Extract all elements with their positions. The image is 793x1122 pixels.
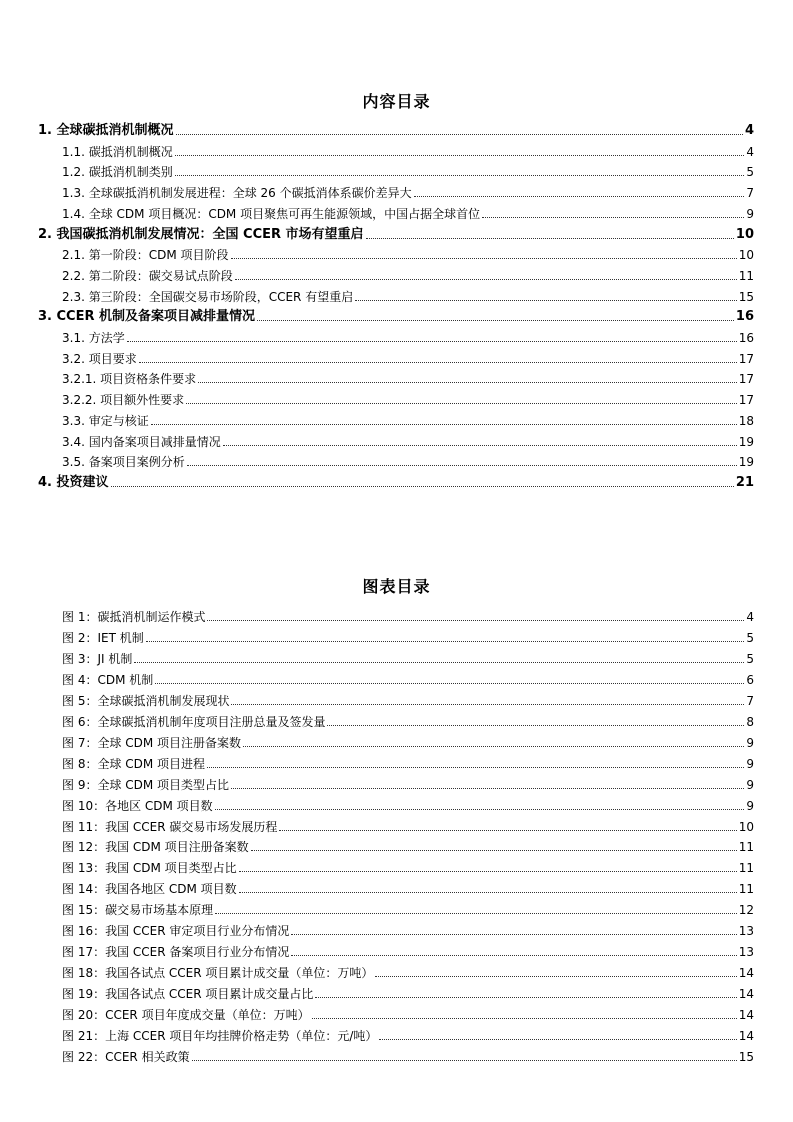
dot-leader: [207, 754, 744, 768]
figure-entry[interactable]: [62, 691, 754, 711]
entry-label: 图 8：全球 CDM 项目进程: [62, 756, 206, 771]
toc-entry[interactable]: [62, 390, 754, 410]
entry-page-number: 11: [738, 882, 754, 897]
figure-entry[interactable]: [62, 900, 754, 920]
toc-entry[interactable]: [62, 349, 754, 369]
entry-label: 图 11：我国 CCER 碳交易市场发展历程: [62, 819, 278, 834]
entry-label: 图 22：CCER 相关政策: [62, 1049, 190, 1064]
entry-label: 图 13：我国 CDM 项目类型占比: [62, 861, 237, 876]
entry-page-number: 14: [738, 1008, 754, 1023]
entry-page-number: 17: [738, 393, 754, 408]
entry-label: 1. 全球碳抵消机制概况: [38, 123, 174, 138]
figure-entry[interactable]: [62, 858, 754, 878]
dot-leader: [414, 183, 745, 197]
dot-leader: [207, 607, 744, 621]
figure-entry[interactable]: [62, 963, 754, 983]
entry-label: 3.3. 审定与核证: [62, 413, 149, 428]
entry-label: 1.4. 全球 CDM 项目概况：CDM 项目聚焦可再生能源领域，中国占据全球首位: [62, 206, 481, 221]
figure-entry[interactable]: [62, 1047, 754, 1067]
entry-page-number: 9: [746, 206, 754, 221]
entry-label: 3.2.1. 项目资格条件要求: [62, 372, 197, 387]
entry-page-number: 9: [746, 798, 754, 813]
toc-entry[interactable]: [62, 266, 754, 286]
entry-page-number: 8: [746, 714, 754, 729]
dot-leader: [187, 452, 737, 466]
dot-leader: [231, 775, 744, 789]
entry-label: 图 15：碳交易市场基本原理: [62, 903, 214, 918]
dot-leader: [155, 670, 744, 684]
entry-label: 2.1. 第一阶段：CDM 项目阶段: [62, 248, 229, 263]
dot-leader: [235, 266, 737, 280]
toc-entry[interactable]: [62, 245, 754, 265]
dot-leader: [257, 307, 734, 321]
figure-entry[interactable]: [62, 1005, 754, 1025]
entry-page-number: 9: [746, 735, 754, 750]
dot-leader: [139, 349, 737, 363]
entry-page-number: 13: [738, 924, 754, 939]
entry-label: 1.3. 全球碳抵消机制发展进程：全球 26 个碳抵消体系碳价差异大: [62, 186, 412, 201]
figure-entry[interactable]: [62, 733, 754, 753]
dot-leader: [375, 963, 736, 977]
entry-page-number: 18: [738, 413, 754, 428]
dot-leader: [366, 225, 734, 239]
entry-page-number: 4: [744, 123, 754, 138]
figure-entry[interactable]: [62, 984, 754, 1004]
entry-label: 图 12：我国 CDM 项目注册备案数: [62, 840, 249, 855]
dot-leader: [291, 942, 736, 956]
entry-page-number: 9: [746, 756, 754, 771]
toc-entry[interactable]: [38, 473, 754, 493]
figure-entry[interactable]: [62, 837, 754, 857]
entry-page-number: 5: [746, 630, 754, 645]
entry-page-number: 15: [738, 289, 754, 304]
figure-entry[interactable]: [62, 649, 754, 669]
dot-leader: [223, 432, 737, 446]
dot-leader: [127, 328, 737, 342]
entry-label: 图 6：全球碳抵消机制年度项目注册总量及签发量: [62, 714, 326, 729]
entry-label: 2. 我国碳抵消机制发展情况：全国 CCER 市场有望重启: [38, 226, 364, 242]
figure-entry[interactable]: [62, 942, 754, 962]
entry-label: 图 21：上海 CCER 项目年均挂牌价格走势（单位：元/吨）: [62, 1029, 378, 1043]
entry-page-number: 14: [738, 966, 754, 981]
entry-page-number: 11: [738, 268, 754, 283]
figure-entry[interactable]: [62, 670, 754, 690]
toc-entry[interactable]: [62, 142, 754, 162]
entry-label: 图 19：我国各试点 CCER 项目累计成交量占比: [62, 987, 314, 1002]
dot-leader: [291, 921, 736, 935]
entry-page-number: 19: [738, 434, 754, 449]
entry-page-number: 9: [746, 777, 754, 792]
entry-label: 图 2：IET 机制: [62, 630, 144, 645]
dot-leader: [198, 369, 737, 383]
entry-label: 2.3. 第三阶段：全国碳交易市场阶段，CCER 有望重启: [62, 289, 354, 304]
toc-entry[interactable]: [62, 369, 754, 389]
entry-label: 3.2.2. 项目额外性要求: [62, 393, 185, 408]
toc-title: 内容目录: [362, 92, 431, 111]
toc-entry[interactable]: [38, 307, 754, 327]
entry-page-number: 4: [746, 610, 754, 624]
entry-page-number: 7: [746, 693, 754, 708]
dot-leader: [111, 473, 734, 487]
dot-leader: [327, 712, 744, 726]
dot-leader: [186, 390, 737, 404]
dot-leader: [231, 691, 744, 705]
entry-page-number: 4: [746, 144, 754, 159]
entry-label: 图 3：JI 机制: [62, 651, 133, 666]
entry-label: 1.2. 碳抵消机制类别: [62, 165, 173, 180]
entry-page-number: 10: [738, 819, 754, 834]
toc-entry[interactable]: [62, 162, 754, 182]
entry-page-number: 7: [746, 186, 754, 201]
entry-page-number: 16: [738, 331, 754, 345]
toc-entry[interactable]: [62, 287, 754, 307]
figure-entry[interactable]: [62, 817, 754, 837]
entry-page-number: 15: [738, 1049, 754, 1064]
toc-entry[interactable]: [62, 204, 754, 224]
dot-leader: [231, 245, 737, 259]
entry-label: 图 10：各地区 CDM 项目数: [62, 798, 213, 813]
dot-leader: [355, 287, 737, 301]
entry-label: 图 1：碳抵消机制运作模式: [62, 610, 206, 624]
entry-page-number: 21: [735, 474, 754, 490]
entry-label: 图 16：我国 CCER 审定项目行业分布情况: [62, 924, 290, 939]
entry-label: 4. 投资建议: [38, 474, 109, 490]
toc-entry[interactable]: [62, 411, 754, 431]
entry-page-number: 6: [746, 672, 754, 687]
dot-leader: [251, 837, 737, 851]
figure-entry[interactable]: [62, 628, 754, 648]
entry-label: 图 9：全球 CDM 项目类型占比: [62, 777, 230, 792]
entry-label: 3.5. 备案项目案例分析: [62, 455, 185, 470]
entry-label: 图 17：我国 CCER 备案项目行业分布情况: [62, 945, 290, 960]
entry-page-number: 17: [738, 372, 754, 387]
entry-label: 3.2. 项目要求: [62, 351, 137, 366]
toc-entry[interactable]: [62, 328, 754, 348]
figure-entry[interactable]: [62, 754, 754, 774]
figure-entry[interactable]: [62, 796, 754, 816]
entry-label: 3.1. 方法学: [62, 331, 125, 345]
toc-entry[interactable]: [38, 225, 754, 245]
figure-entry[interactable]: [62, 607, 754, 627]
entry-label: 3. CCER 机制及备案项目减排量情况: [38, 309, 256, 325]
entry-label: 3.4. 国内备案项目减排量情况: [62, 434, 221, 449]
dot-leader: [239, 858, 737, 872]
entry-label: 1.1. 碳抵消机制概况: [62, 144, 173, 159]
figure-list-title: 图表目录: [362, 577, 431, 596]
entry-page-number: 5: [746, 165, 754, 180]
dot-leader: [215, 796, 745, 810]
dot-leader: [315, 984, 736, 998]
entry-page-number: 14: [738, 987, 754, 1002]
figure-entry[interactable]: [62, 921, 754, 941]
entry-label: 图 14：我国各地区 CDM 项目数: [62, 882, 237, 897]
dot-leader: [151, 411, 737, 425]
dot-leader: [482, 204, 744, 218]
entry-page-number: 11: [738, 861, 754, 876]
toc-entry[interactable]: [38, 121, 754, 141]
entry-page-number: 10: [735, 226, 754, 242]
dot-leader: [175, 142, 745, 156]
entry-page-number: 19: [738, 455, 754, 470]
dot-leader: [243, 733, 744, 747]
dot-leader: [192, 1047, 737, 1061]
entry-label: 图 20：CCER 项目年度成交量（单位：万吨）: [62, 1008, 310, 1023]
entry-page-number: 12: [738, 903, 754, 918]
dot-leader: [134, 649, 744, 663]
toc-entry[interactable]: [62, 432, 754, 452]
figure-entry[interactable]: [62, 879, 754, 899]
entry-page-number: 16: [735, 309, 754, 325]
entry-label: 图 18：我国各试点 CCER 项目累计成交量（单位：万吨）: [62, 966, 374, 981]
entry-label: 图 5：全球碳抵消机制发展现状: [62, 693, 230, 708]
dot-leader: [279, 817, 736, 831]
dot-leader: [312, 1005, 737, 1019]
entry-label: 图 4：CDM 机制: [62, 672, 154, 687]
entry-page-number: 13: [738, 945, 754, 960]
dot-leader: [176, 121, 743, 135]
dot-leader: [379, 1026, 736, 1040]
figure-entry[interactable]: [62, 775, 754, 795]
toc-entry[interactable]: [62, 452, 754, 472]
entry-page-number: 17: [738, 351, 754, 366]
entry-page-number: 11: [738, 840, 754, 855]
entry-label: 2.2. 第二阶段：碳交易试点阶段: [62, 268, 233, 283]
entry-page-number: 14: [738, 1029, 754, 1043]
entry-label: 图 7：全球 CDM 项目注册备案数: [62, 735, 242, 750]
toc-entry[interactable]: [62, 183, 754, 203]
figure-entry[interactable]: [62, 1026, 754, 1046]
entry-page-number: 10: [738, 248, 754, 263]
dot-leader: [146, 628, 745, 642]
dot-leader: [215, 900, 737, 914]
dot-leader: [175, 162, 745, 176]
figure-entry[interactable]: [62, 712, 754, 732]
dot-leader: [239, 879, 737, 893]
entry-page-number: 5: [746, 651, 754, 666]
